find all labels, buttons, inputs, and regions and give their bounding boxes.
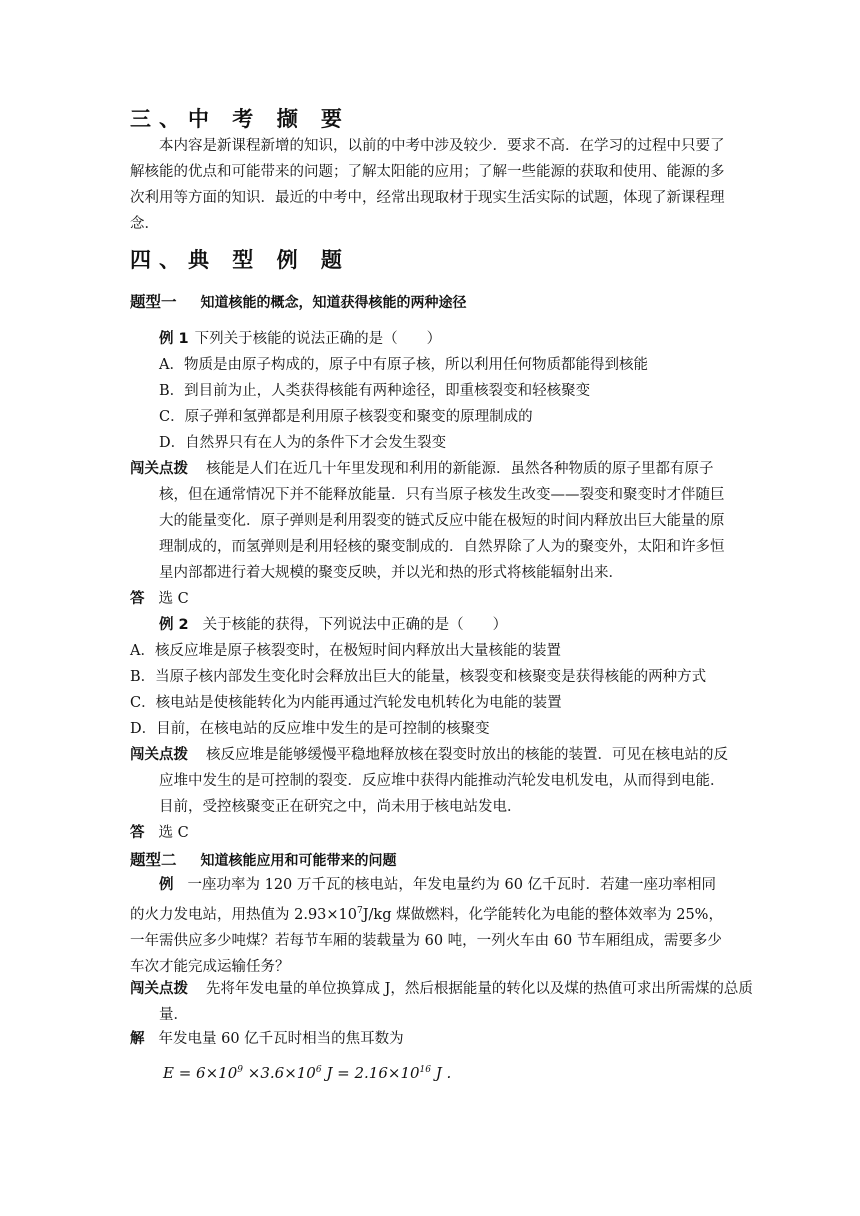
formula-exp-2: 6 (315, 1065, 322, 1075)
type-2-question-part2: J/kg 煤做燃料，化学能转化为电能的整体效率为 25%，一年需供应多少吨煤？若每节车厢的装载量为 60 吨，一列火车由 60 节车厢组成，需要多少车次才能完成运输任务？ (130, 907, 723, 975)
example-1-label: 例 1 (159, 331, 189, 347)
section-heading-4: 四、典 型 例 题 (130, 248, 350, 272)
example-2-tip-label: 闯关点拨 (130, 747, 188, 763)
section-heading-3: 三、中 考 撷 要 (130, 107, 350, 131)
type-2-question-part1: 一座功率为 120 万千瓦的核电站，年发电量约为 60 亿千瓦时．若建一座功率相同的火力发电站，用热值为 2.93×10 (130, 877, 717, 923)
type-2-tip-text: 先将年发电量的单位换算成 J，然后根据能量的转化以及煤的热值可求出所需煤的总质量． (159, 981, 753, 1023)
formula-lhs: E = 6×10 (163, 1064, 238, 1082)
example-2-answer (130, 820, 730, 846)
example-1-tip-text: 核能是人们在近几十年里发现和利用的新能源．虽然各种物质的原子里都有原子核，但在通常情况下并不能释放能量．只有当原子核发生改变——裂变和聚变时才伴随巨大的能量变化．原子弹则是利用裂变的链式反应中能在极短的时间内释放出巨大能量的原理制成的，而氢弹则是利用轻核的聚变制成的．自然界除了人为的聚变外，太阳和许多恒星内部都进行着大规模的聚变反映，并以光和热的形式将核能辐射出来． (159, 461, 725, 581)
example-2-option-c: C．核电站是使核能转化为内能再通过汽轮发电机转化为电能的装置 (130, 695, 562, 711)
example-1-answer-label: 答 (130, 591, 145, 607)
type-2-solution (130, 1026, 730, 1052)
type-1-name: 题型一 (130, 293, 177, 311)
example-2-option-a: A．核反应堆是原子核裂变时，在极短时间内释放出大量核能的装置 (130, 643, 561, 659)
example-1-question-text: 下列关于核能的说法正确的是（ ） (194, 331, 442, 347)
type-2-desc: 知道核能应用和可能带来的问题 (200, 853, 397, 869)
type-2-solution-text: 年发电量 60 亿千瓦时相当的焦耳数为 (158, 1031, 404, 1047)
example-1-tip-label: 闯关点拨 (130, 461, 188, 477)
formula-exp-3: 16 (419, 1065, 431, 1075)
example-2-answer-label: 答 (130, 825, 145, 841)
example-1-answer (130, 586, 730, 612)
example-2-tip (130, 742, 730, 820)
example-2-option-d: D．目前，在核电站的反应堆中发生的是可控制的核聚变 (130, 721, 490, 737)
type-2-example (130, 872, 730, 980)
example-2-label: 例 2 (159, 617, 189, 633)
example-2-question (130, 612, 730, 638)
example-2-answer-text: 选 C (158, 825, 189, 841)
example-1 (130, 326, 730, 586)
type-2-tip-label: 闯关点拨 (130, 981, 188, 997)
type-2-tip (130, 976, 759, 1028)
type-2-name: 题型二 (130, 851, 177, 869)
formula-rhs: J = 2.16×10 (321, 1064, 420, 1082)
example-1-tip (130, 456, 730, 586)
type-2-example-label: 例 (159, 877, 174, 893)
question-type-1 (130, 290, 467, 312)
example-1-answer-text: 选 C (158, 591, 189, 607)
example-2-option-b: B．当原子核内部发生变化时会释放出巨大的能量，核裂变和核聚变是获得核能的两种方式 (130, 669, 707, 685)
example-1-option-a: A．物质是由原子构成的，原子中有原子核，所以利用任何物质都能得到核能 (159, 357, 648, 373)
example-2-question-text: 关于核能的获得，下列说法中正确的是（ ） (202, 617, 508, 633)
formula-exp-1: 9 (237, 1065, 243, 1075)
type-1-desc: 知道核能的概念，知道获得核能的两种途径 (200, 295, 467, 311)
example-1-option-c: C．原子弹和氢弹都是利用原子核裂变和聚变的原理制成的 (159, 409, 533, 425)
formula-mid: ×3.6×10 (243, 1064, 316, 1082)
question-type-2 (130, 848, 397, 870)
type-2-question-exponent: 7 (357, 906, 363, 916)
formula-end: J . (431, 1064, 452, 1082)
type-2-solution-label: 解 (130, 1031, 145, 1047)
example-1-option-b: B．到目前为止，人类获得核能有两种途径，即重核裂变和轻核聚变 (159, 383, 591, 399)
energy-formula (163, 1064, 451, 1082)
example-1-question (130, 326, 730, 352)
example-2 (130, 612, 730, 820)
example-2-tip-text: 核反应堆是能够缓慢平稳地释放核在裂变时放出的核能的装置．可见在核电站的反应堆中发生的是可控制的裂变．反应堆中获得内能推动汽轮发电机发电，从而得到电能．目前，受控核聚变正在研究之中，尚未用于核电站发电． (159, 747, 728, 815)
section-3-paragraph: 本内容是新课程新增的知识，以前的中考中涉及较少．要求不高．在学习的过程中只要了解核能的优点和可能带来的问题；了解太阳能的应用；了解一些能源的获取和使用、能源的多次利用等方面的知识．最近的中考中，经常出现取材于现实生活实际的试题，体现了新课程理念． (130, 138, 725, 232)
example-1-option-d: D．自然界只有在人为的条件下才会发生裂变 (159, 435, 447, 451)
